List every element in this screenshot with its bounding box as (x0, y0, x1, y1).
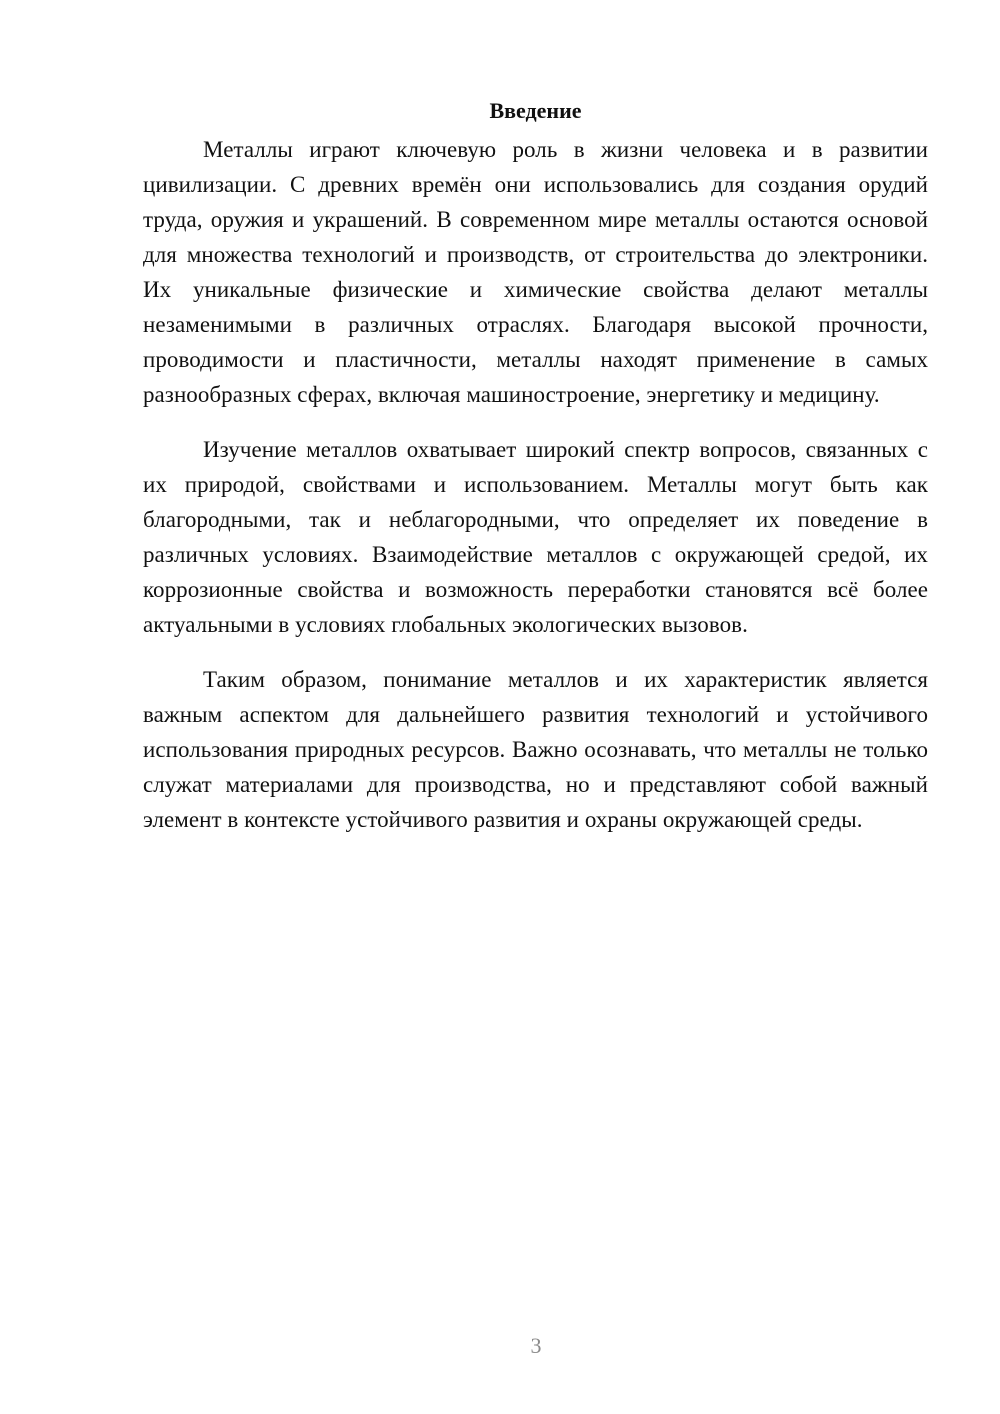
paragraph-1: Металлы играют ключевую роль в жизни человека и в развитии цивилизации. С древних времён они использовались для создания орудий труда, оружия и украшений. В современном мире металлы остаются основой для множества технологий и производств, от строительства до электроники. Их уникальные физические и химические свойства делают металлы незаменимыми в различных отраслях. Благодаря высокой прочности, проводимости и пластичности, металлы находят применение в самых разнообразных сферах, включая машиностроение, энергетику и медицину. (143, 137, 928, 407)
paragraph-3: Таким образом, понимание металлов и их характеристик является важным аспектом для дальнейшего развития технологий и устойчивого использования природных ресурсов. Важно осознавать, что металлы не только служат материалами для производства, но и представляют собой важный элемент в контексте устойчивого развития и охраны окружающей среды. (143, 667, 928, 832)
page-content (143, 93, 928, 857)
paragraph-2: Изучение металлов охватывает широкий спектр вопросов, связанных с их природой, свойствами и использованием. Металлы могут быть как благородными, так и неблагородными, что определяет их поведение в различных условиях. Взаимодействие металлов с окружающей средой, их коррозионные свойства и возможность переработки становятся всё более актуальными в условиях глобальных экологических вызовов. (143, 437, 928, 637)
section-heading: Введение (489, 98, 582, 123)
page-number: 3 (530, 1333, 542, 1358)
